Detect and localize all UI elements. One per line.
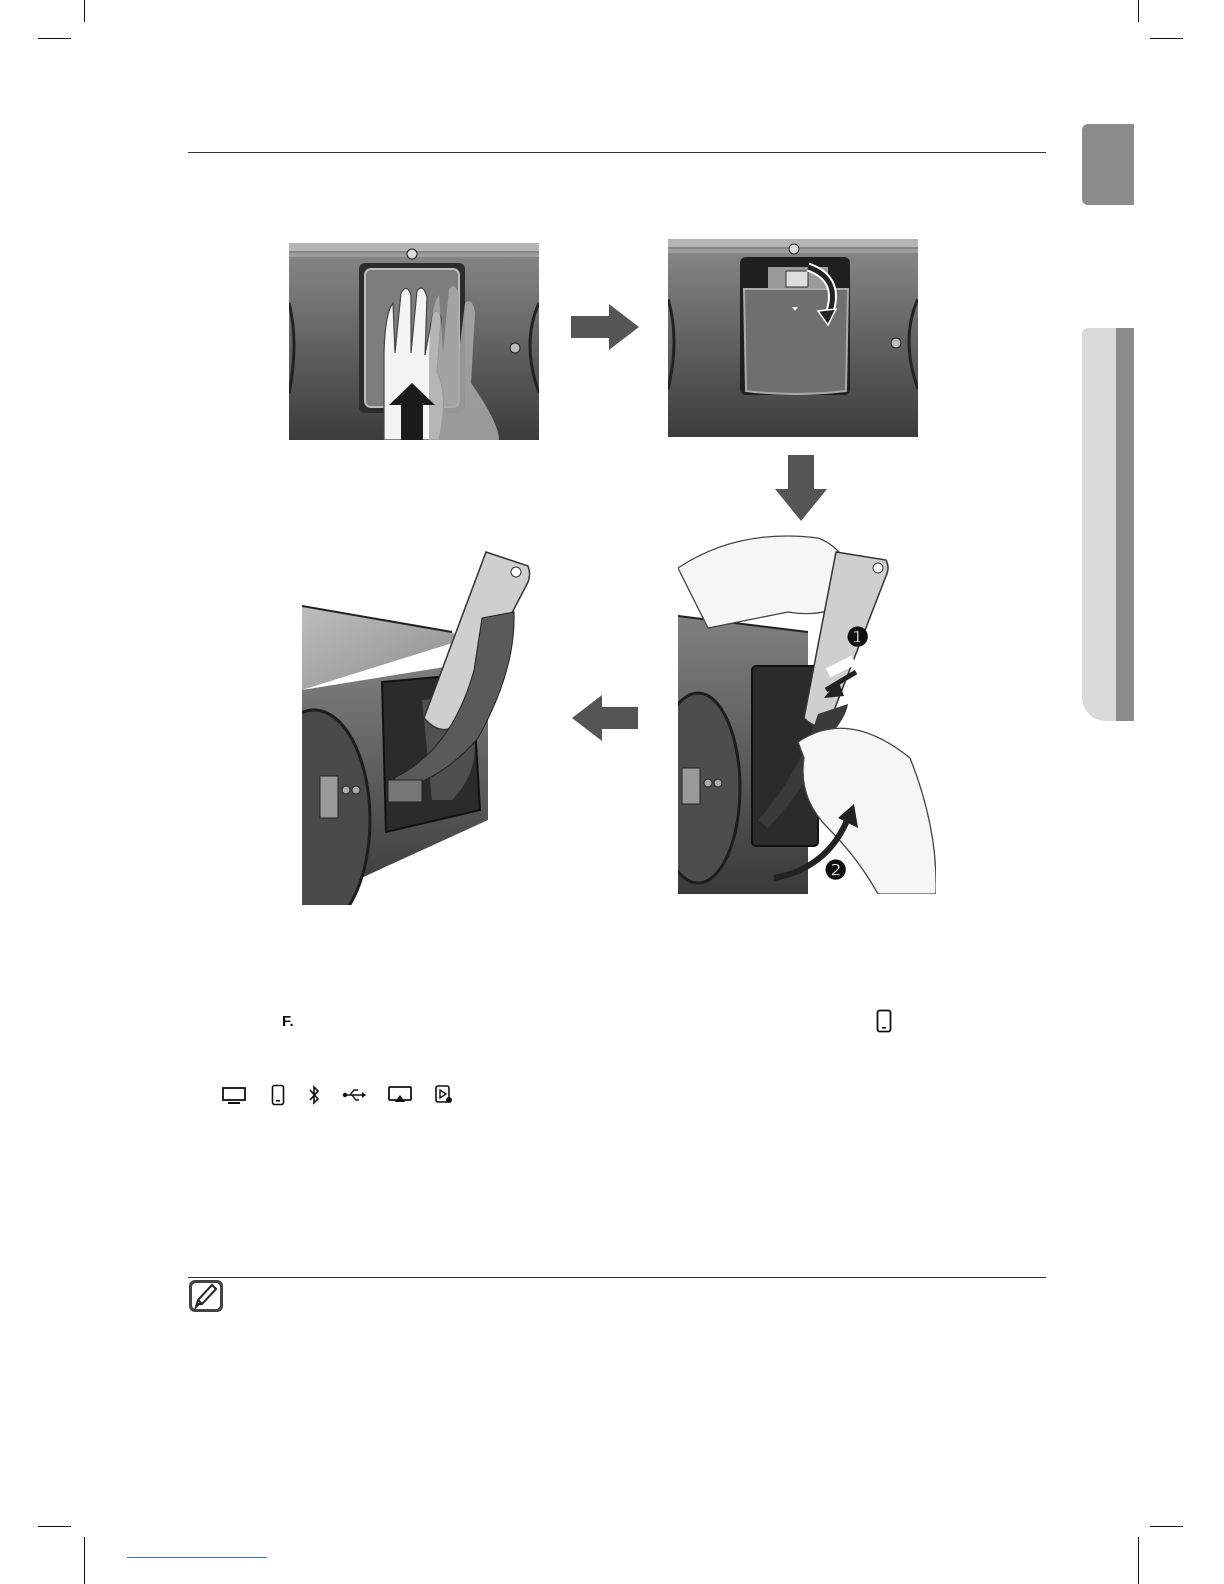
figure-cover-open <box>668 239 918 437</box>
figure-bracket-attached <box>302 550 532 905</box>
step-one-marker: ❶ <box>846 622 870 652</box>
tv-icon <box>222 1087 246 1105</box>
header-rule <box>188 152 1046 153</box>
crop-mark <box>1150 38 1183 39</box>
mobile-icon <box>271 1084 285 1106</box>
section-tab-light <box>1082 328 1118 721</box>
crop-mark <box>1150 1526 1183 1527</box>
arrow-down-icon <box>775 455 827 521</box>
bluetooth-icon <box>308 1085 320 1105</box>
mobile-icon <box>876 1009 892 1033</box>
crop-mark <box>38 1526 71 1527</box>
arrow-left-icon <box>572 695 638 741</box>
crop-mark <box>84 0 85 22</box>
dlna-icon <box>435 1085 453 1105</box>
arrow-right-icon <box>571 304 639 350</box>
usb-icon <box>342 1088 366 1102</box>
crop-mark <box>1138 0 1139 22</box>
note-icon <box>188 1279 224 1313</box>
note-rule <box>188 1277 1046 1278</box>
crop-mark <box>84 1537 85 1584</box>
crop-mark <box>38 38 71 39</box>
chapter-tab <box>1082 124 1134 205</box>
function-key-label: F. <box>282 1013 294 1030</box>
figure-attach-bracket <box>678 528 936 894</box>
figure-press-cover <box>289 243 539 440</box>
section-tab-dark <box>1116 328 1134 721</box>
step-two-marker: ❷ <box>824 855 848 885</box>
footer-link-underline <box>127 1557 267 1558</box>
crop-mark <box>1138 1537 1139 1584</box>
airplay-icon <box>388 1086 412 1104</box>
